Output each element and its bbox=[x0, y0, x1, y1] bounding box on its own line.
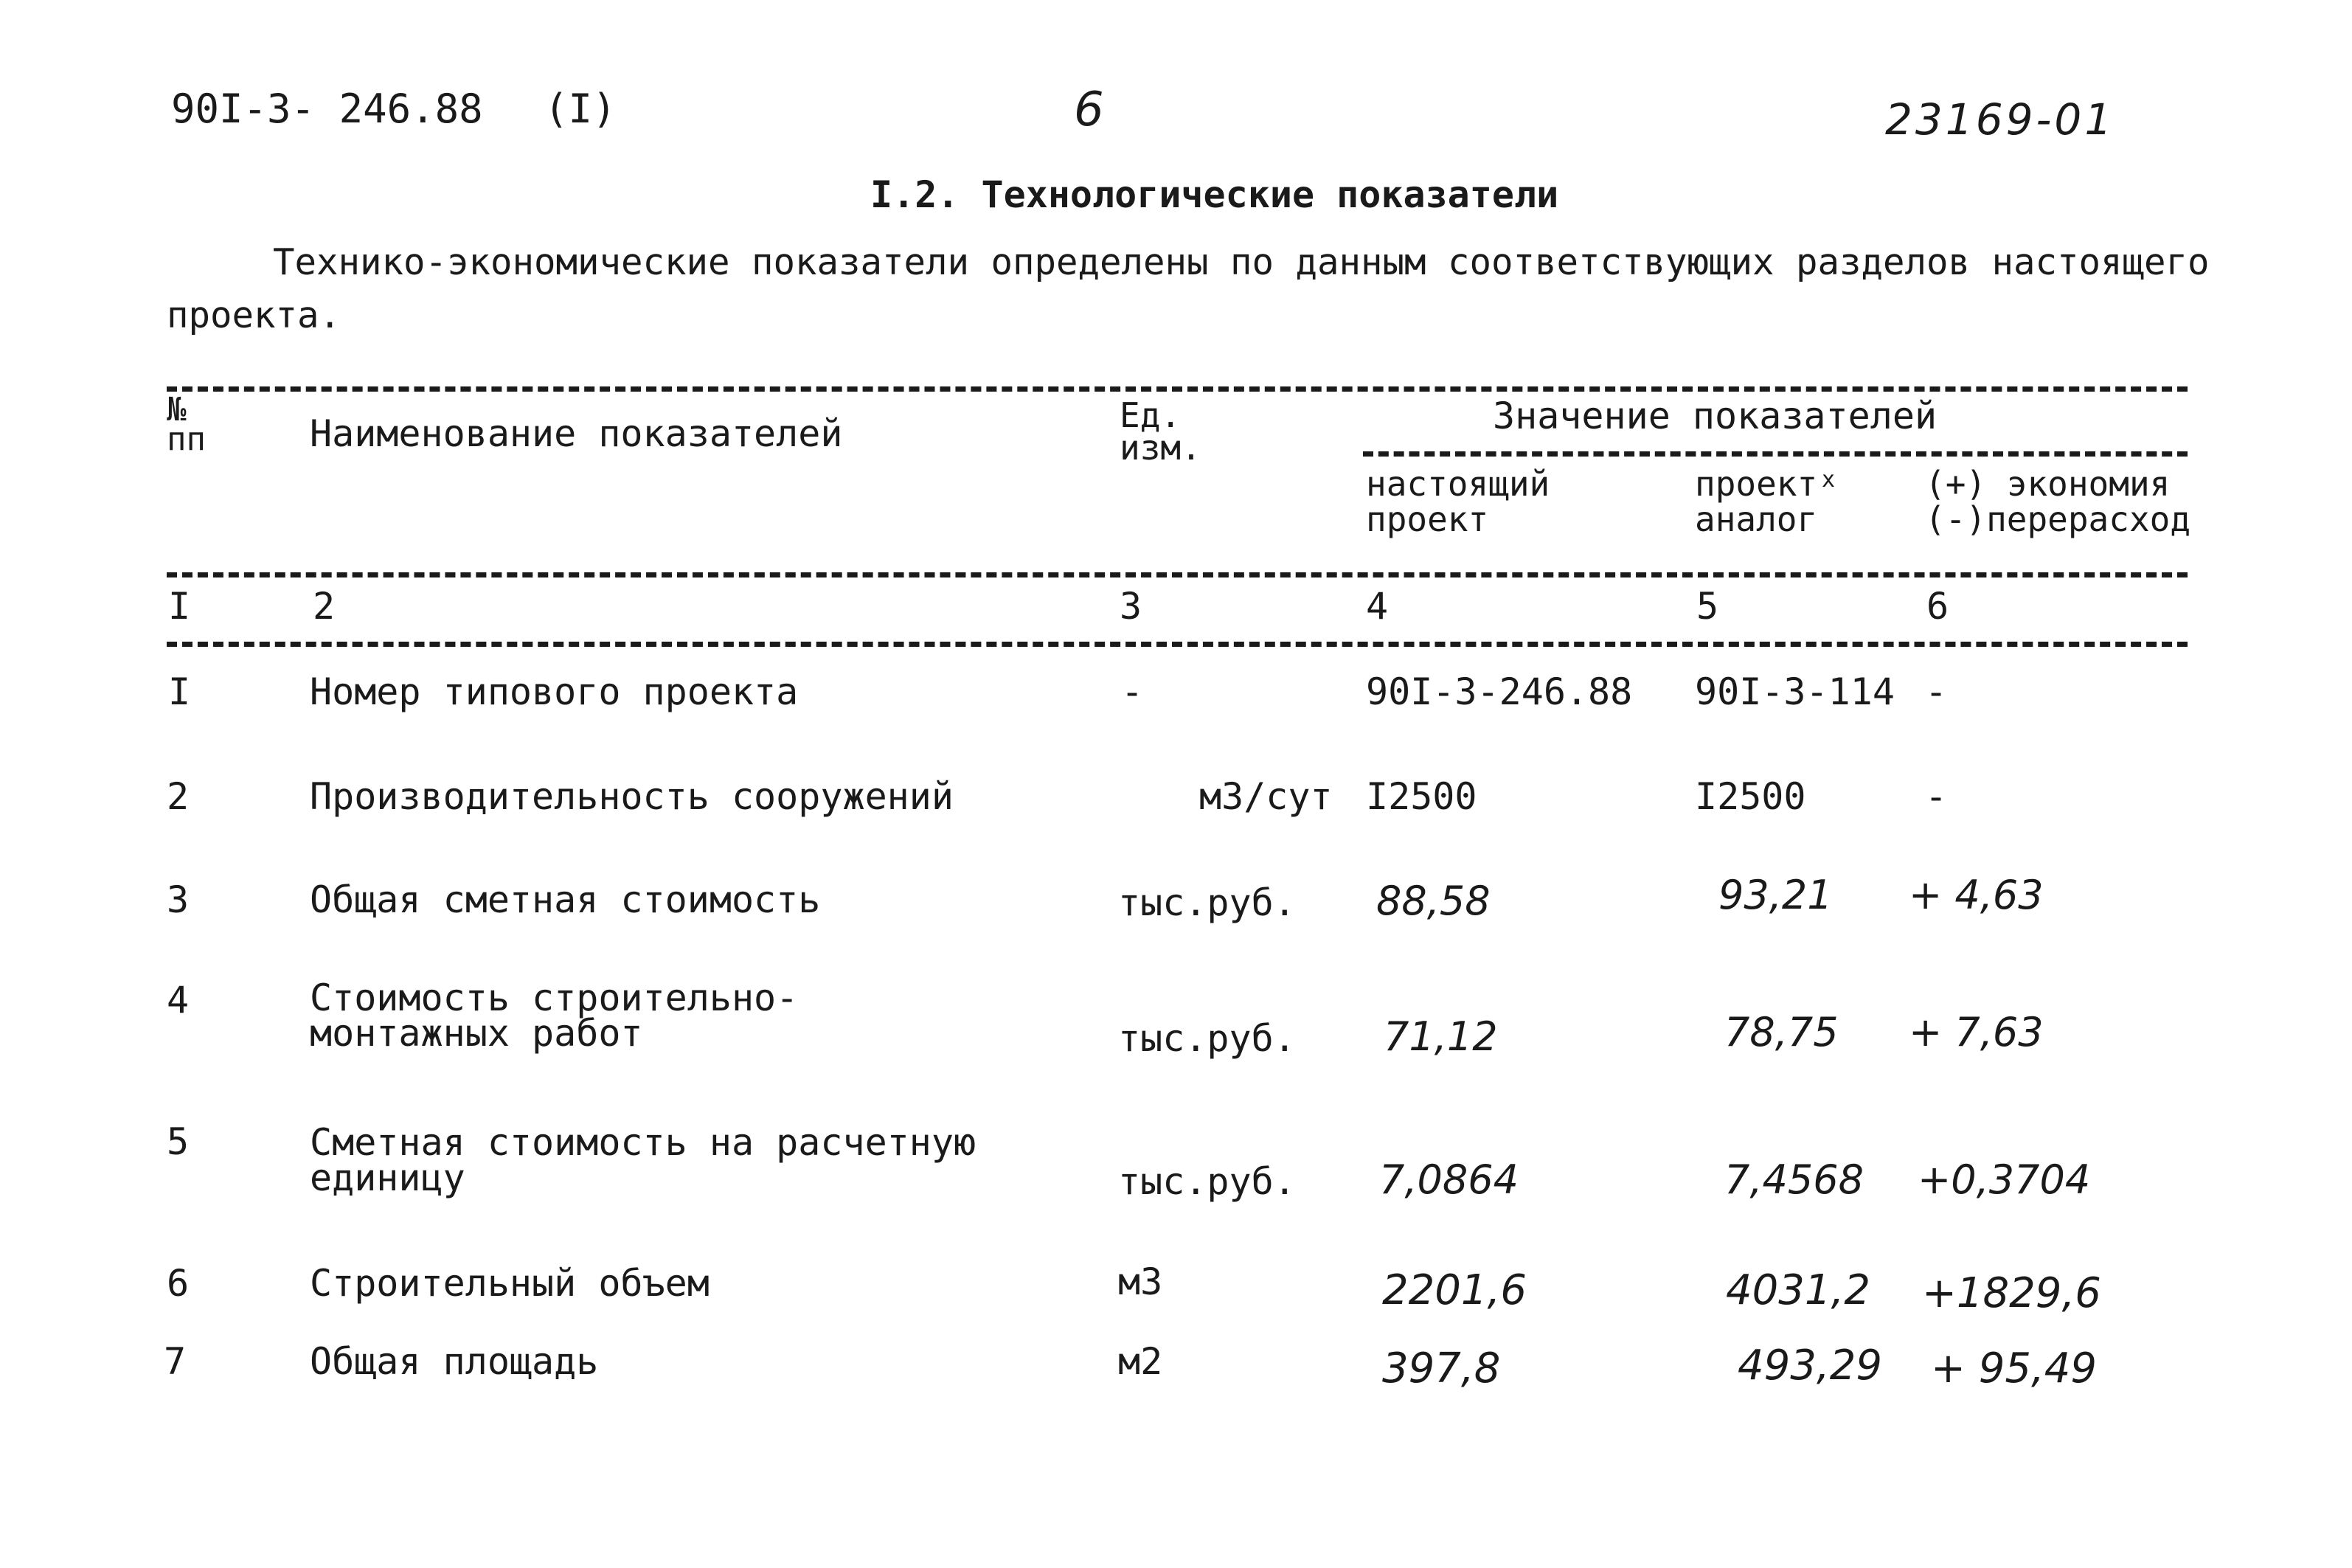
row-name: Общая сметная стоимость bbox=[310, 878, 821, 921]
row-name: Производительность сооружений bbox=[310, 775, 954, 818]
column-number: 3 bbox=[1120, 585, 1142, 628]
row-diff-value: - bbox=[1925, 670, 1948, 713]
row-unit: - bbox=[1121, 670, 1144, 713]
row-unit: м3 bbox=[1118, 1260, 1163, 1303]
row-number: I bbox=[168, 670, 191, 713]
section-title: I.2. Технологические показатели bbox=[870, 173, 1559, 216]
row-current-value: 2201,6 bbox=[1382, 1266, 1527, 1314]
row-name: Номер типового проекта bbox=[310, 670, 799, 713]
row-unit: м3/сут bbox=[1199, 775, 1333, 818]
row-analog-value: 4031,2 bbox=[1726, 1266, 1870, 1314]
header-name: Наименование показателей bbox=[310, 412, 843, 455]
row-number: 7 bbox=[164, 1340, 187, 1383]
column-number: 5 bbox=[1696, 585, 1719, 628]
column-number: I bbox=[168, 585, 191, 628]
header-analog-line1: проект bbox=[1695, 464, 1818, 504]
table-rule-group bbox=[1363, 451, 2188, 457]
row-unit: тыс.руб. bbox=[1118, 1017, 1296, 1060]
row-unit: тыс.руб. bbox=[1118, 1160, 1296, 1203]
row-analog-value: 90I-3-114 bbox=[1695, 670, 1895, 713]
row-analog-value: 78,75 bbox=[1724, 1009, 1839, 1055]
column-number: 2 bbox=[313, 585, 336, 628]
row-current-value: 71,12 bbox=[1384, 1013, 1498, 1060]
row-number: 5 bbox=[167, 1120, 190, 1163]
column-number: 6 bbox=[1926, 585, 1949, 628]
row-current-value: I2500 bbox=[1366, 775, 1477, 818]
row-number: 4 bbox=[167, 979, 190, 1021]
table-rule-header-bottom bbox=[167, 572, 2188, 577]
header-current-line2: проект bbox=[1366, 499, 1489, 539]
intro-line-2: проекта. bbox=[167, 294, 341, 336]
row-name: Общая площадь bbox=[310, 1340, 599, 1383]
row-number: 3 bbox=[167, 878, 190, 921]
header-analog-line2: аналог bbox=[1695, 499, 1818, 539]
row-name-line2: единицу bbox=[310, 1156, 465, 1199]
row-current-value: 397,8 bbox=[1382, 1345, 1501, 1392]
header-analog-footnote-mark: x bbox=[1822, 467, 1836, 493]
row-diff-value: +0,3704 bbox=[1918, 1156, 2091, 1203]
header-current-line1: настоящий bbox=[1366, 464, 1550, 504]
header-num-line2: пп bbox=[167, 420, 206, 458]
row-diff-value: + 4,63 bbox=[1909, 872, 2044, 918]
row-diff-value: - bbox=[1925, 775, 1948, 818]
table-rule-colnums-bottom bbox=[167, 642, 2188, 647]
row-name-line2: монтажных работ bbox=[310, 1012, 643, 1055]
row-analog-value: 7,4568 bbox=[1724, 1156, 1864, 1203]
document-part: (I) bbox=[544, 86, 617, 132]
row-number: 6 bbox=[167, 1262, 190, 1305]
row-diff-value: +1829,6 bbox=[1922, 1269, 2101, 1317]
row-current-value: 7,0864 bbox=[1379, 1156, 1519, 1203]
row-analog-value: 93,21 bbox=[1718, 872, 1833, 918]
row-name-line1: Сметная стоимость на расчетную bbox=[310, 1121, 976, 1164]
row-diff-value: + 7,63 bbox=[1909, 1009, 2044, 1055]
column-number: 4 bbox=[1366, 585, 1389, 628]
intro-line-1: Технико-экономические показатели определены по данным соответствующих разделов настоящего bbox=[273, 241, 2210, 283]
row-number: 2 bbox=[167, 775, 190, 818]
header-unit-line1: Ед. bbox=[1120, 395, 1182, 435]
row-name: Строительный объем bbox=[310, 1262, 710, 1305]
header-num-line1: № bbox=[167, 391, 187, 429]
table-rule-top bbox=[167, 386, 2188, 392]
page-number: 6 bbox=[1074, 83, 1104, 137]
header-diff-line1: (+) экономия bbox=[1925, 464, 2171, 504]
header-unit-line2: изм. bbox=[1120, 428, 1201, 468]
row-unit: тыс.руб. bbox=[1118, 881, 1296, 924]
row-name-line1: Стоимость строительно- bbox=[310, 976, 799, 1019]
header-diff-line2: (-)перерасход bbox=[1925, 499, 2191, 539]
row-analog-value: I2500 bbox=[1695, 775, 1806, 818]
row-analog-value: 493,29 bbox=[1738, 1342, 1882, 1390]
header-values-group: Значение показателей bbox=[1493, 395, 1938, 437]
row-diff-value: + 95,49 bbox=[1931, 1345, 2098, 1392]
row-current-value: 90I-3-246.88 bbox=[1366, 670, 1633, 713]
row-unit: м2 bbox=[1118, 1340, 1163, 1383]
archive-number: 23169-01 bbox=[1885, 94, 2115, 145]
document-code: 90I-3- 246.88 bbox=[171, 86, 483, 132]
row-current-value: 88,58 bbox=[1376, 878, 1491, 924]
